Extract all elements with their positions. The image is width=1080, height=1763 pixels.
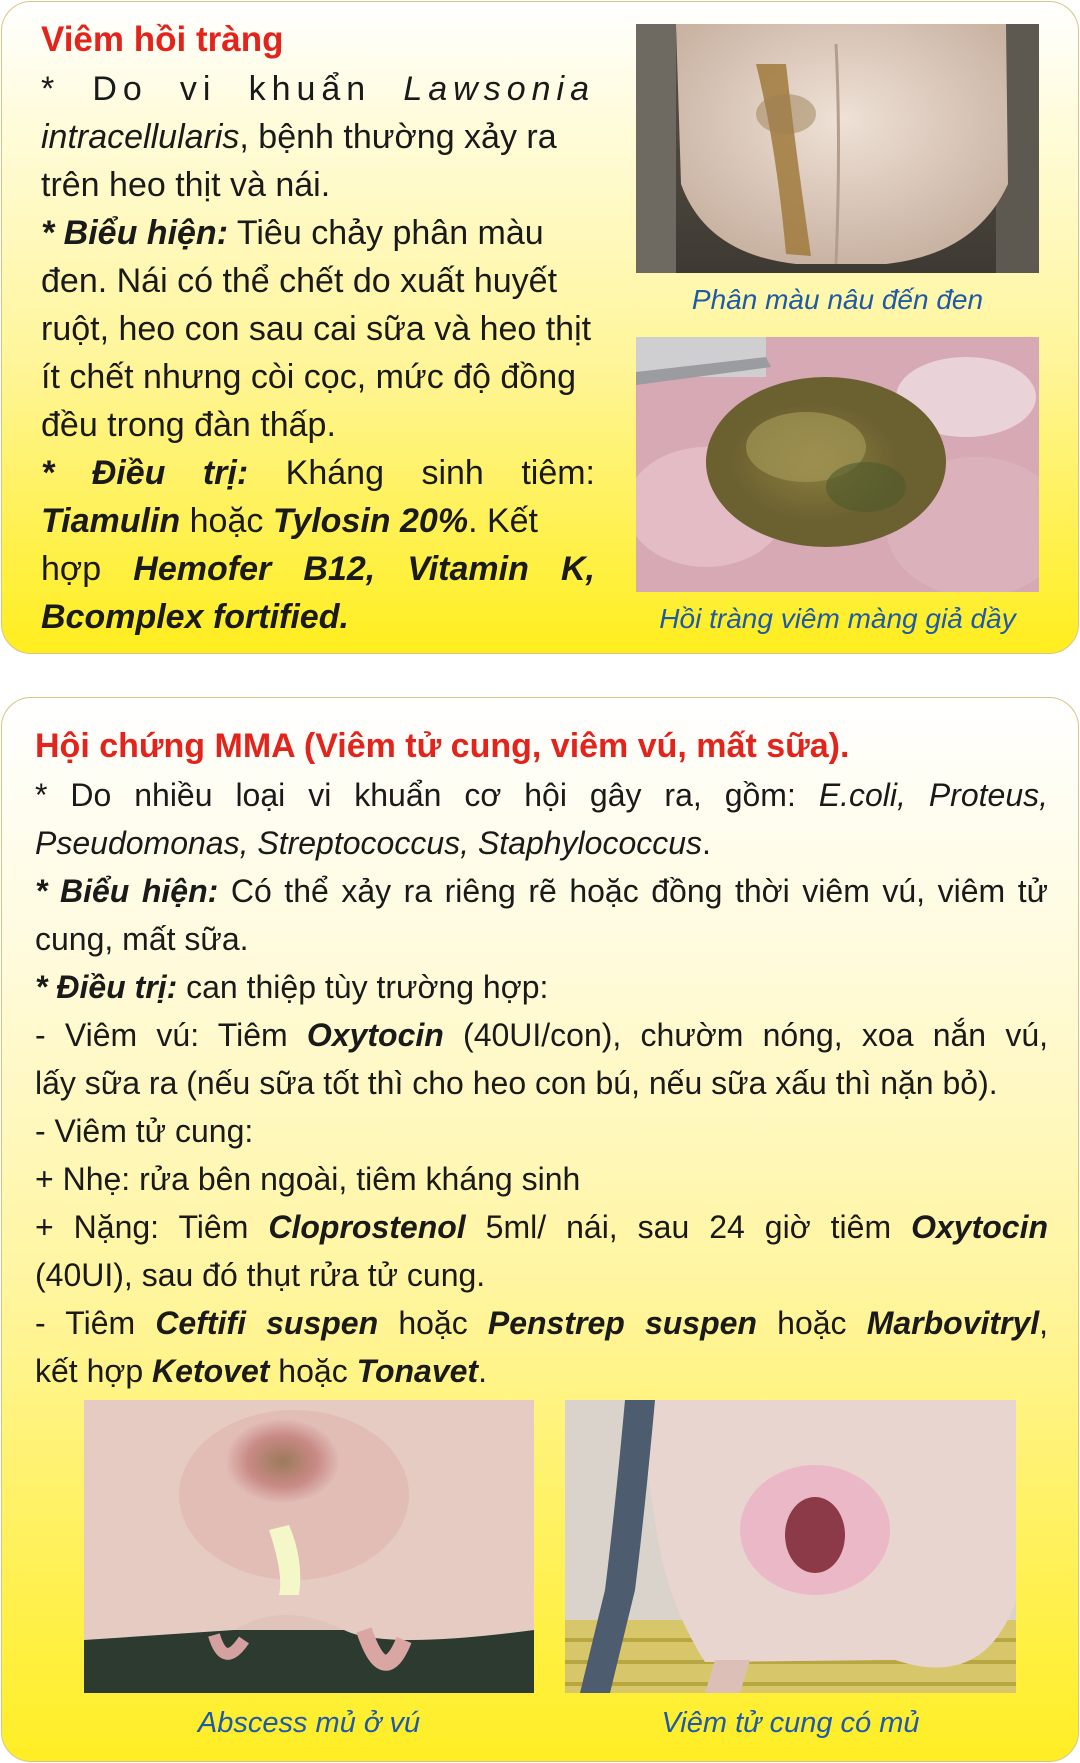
card-mma <box>1 697 1079 1762</box>
photo-ileum <box>636 337 1039 592</box>
photo-brown-feces <box>636 24 1039 273</box>
section-title: Viêm hồi tràng <box>41 20 284 59</box>
ileitis-text: * Do vi khuẩn Lawsonia intracellularis, bệnh thường xảy ra trên heo thịt và nái. * Biểu hiện: Tiêu chảy phân màu đen. Nái có thể chết do xuất huyết ruột, heo con sau cai sữa và heo thịt ít chết nhưng còi cọc, mức độ đồng đều trong đàn thấp. * Điều trị: Kháng sinh tiêm: Tiamulin hoặc Tylosin 20%. Kết hợp Hemofer B12, Vitamin K, Bcomplex fortified. <box>41 70 596 636</box>
section-title: Hội chứng MMA (Viêm tử cung, viêm vú, mất sữa). <box>35 727 850 765</box>
photo-uterus <box>565 1400 1016 1693</box>
photo-udder-abscess <box>84 1400 534 1693</box>
caption-uterus: Viêm tử cung có mủ <box>661 1707 920 1739</box>
caption-brown-feces: Phân màu nâu đến đen <box>691 284 984 315</box>
caption-ileum: Hồi tràng viêm màng giả dầy <box>659 603 1016 634</box>
mma-text: * Do nhiều loại vi khuẩn cơ hội gây ra, gồm: E.coli, Proteus, Pseudomonas, Streptococcus, Staphylococcus. * Biểu hiện: Có thể xảy ra riêng rẽ hoặc đồng thời viêm vú, viêm tử cung, mất sữa. * Điều trị: can thiệp tùy trường hợp: - Viêm vú: Tiêm Oxytocin (40UI/con), chườm nóng, xoa nắn vú, lấy sữa ra (nếu sữa tốt thì cho heo con bú, nếu sữa xấu thì nặn bỏ). - Viêm tử cung: + Nhẹ: rửa bên ngoài, tiêm kháng sinh + Nặng: Tiêm Cloprostenol 5ml/ nái, sau 24 giờ tiêm Oxytocin (40UI), sau đó thụt rửa tử cung. - Tiêm Ceftifi suspen hoặc Penstrep suspen hoặc Marbovitryl, kết hợp Ketovet hoặc Tonavet. <box>35 777 1049 1389</box>
caption-udder-abscess: Abscess mủ ở vú <box>197 1707 421 1739</box>
card-ileitis <box>1 1 1079 654</box>
